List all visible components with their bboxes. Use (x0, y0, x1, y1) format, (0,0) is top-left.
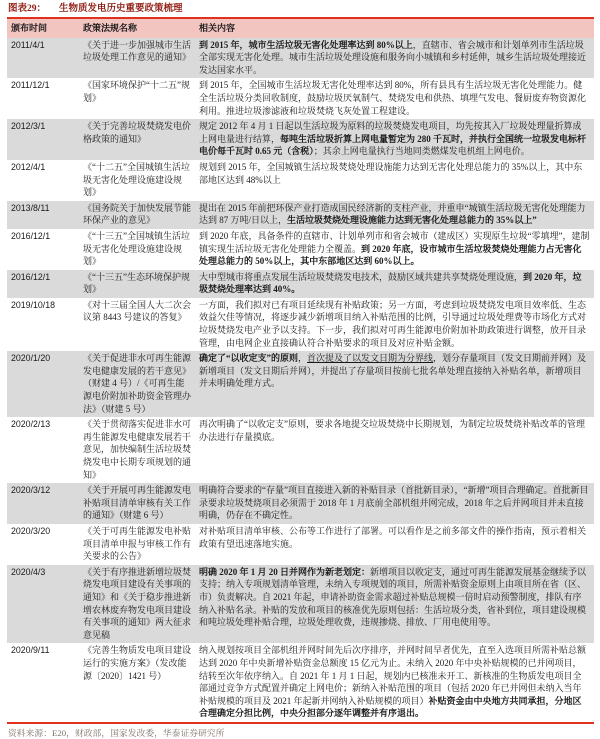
policy-date: 2020/3/12 (11, 485, 51, 496)
policy-content (195, 643, 594, 723)
policy-content (195, 351, 594, 417)
policy-name: 《关于开展可再生能源发电补贴项目清单审核有关工作的通知》（财建 6 号） (83, 485, 192, 521)
table-row (7, 78, 594, 119)
table-row (7, 270, 594, 298)
policy-date: 2011/12/1 (11, 80, 50, 91)
content-segment: 到 2020 年底，设市城市生活垃圾焚烧处理能力占无害化处理总能力的 50%以上，其中东部地区达到 60%以上。 (199, 243, 582, 267)
policy-date: 2019/10/18 (11, 299, 56, 310)
content-segment: 纳入规划按项目全部机组并网时间先后次序排序，并网时间早者优先，直至入选项目所需补贴总额达到 2020 年中央新增补贴资金总额度 15 亿元为止。未纳入 2020 年中央补贴规模的已并网项目，结转至次年依序纳入。自 2021 年 1 月 1 日起，规划内已核准未开工、新核准的生物质发电项目全部通过竞争方式配置并确定上网电价；新纳入补贴范围的项目（包括 2020 年已并网但未纳入当年补贴规模的项目及 2021 年起新并网纳入补贴规模的项目） (199, 645, 587, 706)
column-header-date: 颁布时间 (7, 19, 79, 38)
policy-name: 《关于促进非水可再生能源发电健康发展的若干意见》（财建 4 号）/《可再生能源电价附加补助资金管理办法》（财建 5 号） (83, 353, 192, 414)
column-header-name: 政策法规名称 (79, 19, 195, 38)
policy-content (195, 160, 594, 201)
policy-content (195, 38, 594, 79)
content-segment: 确定了“以收定支”的原则 (199, 353, 299, 364)
policy-table (7, 19, 594, 724)
content-segment: 大中型城市将重点发展生活垃圾焚烧发电技术，鼓励区域共建共享焚烧处理设施， (199, 271, 524, 282)
policy-content (195, 298, 594, 351)
policy-content (195, 270, 594, 298)
figure-title-bar (7, 2, 594, 17)
policy-date: 2020/4/3 (11, 566, 46, 577)
policy-name: 《国务院关于加快发展节能环保产业的意见》 (83, 202, 192, 226)
policy-name: 《对十三届全国人大二次会议第 8443 号建议的答复》 (83, 299, 192, 323)
content-segment: 补贴资金由中央地方共同承担，分地区合理确定分担比例，中央分担部分逐年调整并有序退出。 (199, 695, 582, 719)
content-segment: 明确 2020 年 1 月 20 日并网作为新老划定： (199, 566, 371, 577)
content-segment: ；其余上网电量执行当地同类燃煤发电机组上网电价。 (313, 146, 530, 157)
table-row (7, 351, 594, 417)
content-segment: 对补贴项目清单审核、公布等工作进行了部署。可以看作是之前多部文件的操作指南，预示着相关政策有望迅速落地实施。 (199, 525, 587, 549)
policy-date: 2016/12/1 (11, 230, 51, 241)
policy-date: 2020/9/11 (11, 645, 50, 656)
content-segment: 明确符合要求的“存量”项目直接进入新的补贴目录（首批新目录），“新增”项目合理确定。首批新目录要求垃圾焚烧项目必须需于 2018 年 1 月底前全部机组并网完成，2018 年之后并网项目并未直接明确，仍存在不确定性。 (199, 485, 589, 521)
content-segment: 一方面，我们拟对已有项目延续现有补贴政策；另一方面，考虑到垃圾焚烧发电项目效率低、生态效益欠佳等情况，将逐步减少新增项目纳入补贴范围的比例，引导通过垃圾处理费等市场化方式对垃圾焚烧发电产业予以支持。下一步，我们拟对可再生能源电价附加补助政策进行调整，放开目录管理，由电网企业直接确认符合补贴要求的项目及对应补贴金额。 (199, 299, 587, 348)
content-segment: 生活垃圾焚烧处理设施能力达到无害化处理总能力的 35%以上” (287, 215, 537, 226)
policy-content (195, 201, 594, 229)
table-row (7, 565, 594, 644)
policy-date: 2016/12/1 (11, 271, 51, 282)
table-row (7, 119, 594, 160)
policy-name: 《“十二五”全国城镇生活垃圾无害化处理设施建设规划》 (83, 161, 190, 198)
policy-name: 《关于可再生能源发电补贴项目清单申报与审核工作有关要求的公告》 (83, 525, 192, 562)
content-segment: 每吨生活垃圾折算上网电量暂定为 280 千瓦时，并执行全国统一垃圾发电标杆电价每千瓦时 0.65 元（含税） (199, 133, 587, 157)
table-row (7, 643, 594, 723)
table-row (7, 483, 594, 524)
policy-content (195, 229, 594, 270)
content-segment: 规划到 2015 年，全国城镇生活垃圾焚烧处理设施能力达到无害化处理总能力的 35%以上，其中东部地区达到 48%以上 (199, 161, 583, 185)
content-segment: 新增项目以收定支，通过可再生能源发展基金继续予以支持；纳入专项规划清单管理，未纳入专项规划的项目，所需补贴资金原则上由项目所在省（区、市）负责解决。自 2021 年起，申请补助资金需求超过补贴总规模一倍时启动预警制度，排队有序纳入补贴名录。补贴的发放和项目的核准优先原则包括：生活垃圾分类，省补到位，项目建设规模和吨垃圾处理补贴合理，垃圾处理收费，违规掺烧、排放、厂用电使用等。 (199, 566, 587, 628)
table-row (7, 298, 594, 351)
policy-name: 《关于有序推进新增垃圾焚烧发电项目建设有关事项的通知》和《关于稳步推进新增农林废弃物发电项目建设有关事项的通知》两大征求意见稿 (83, 566, 192, 640)
figure-title: 生物质发电历史重要政策梳理 (59, 4, 183, 14)
policy-content (195, 524, 594, 565)
content-segment: 规定 2012 年 4 月 1 日起以生活垃圾为原料的垃圾焚烧发电项目，均先按其入厂垃圾处理量折算成上网电量进行结算， (199, 121, 582, 144)
policy-table-body (7, 38, 594, 723)
policy-table-header (7, 19, 594, 38)
content-segment: ，直辖市、省会城市和计划单列市生活垃圾全部实现无害化处理。城市生活垃圾处理设施和服务向小城镇和乡村延伸，城乡生活垃圾处理接近发达国家水平。 (199, 39, 587, 75)
policy-name: 《关于完善垃圾焚烧发电价格政策的通知》 (83, 121, 192, 144)
column-header-content: 相关内容 (195, 19, 594, 38)
policy-date: 2011/4/1 (11, 39, 45, 50)
policy-name: 《关于贯彻落实促进非水可再生能源发电健康发展若干意见，加快编制生活垃圾焚烧发电中长期专项规划的通知》 (83, 419, 192, 480)
policy-content (195, 565, 594, 644)
policy-date: 2012/3/1 (11, 121, 46, 132)
content-segment: 到 2015 年，全国城市生活垃圾无害化处理率达到 80%，所有县具有生活垃圾无害化处理能力。健全生活垃圾分类回收制度，鼓励垃圾厌氧制气、焚烧发电和供热、填埋气发电、餐厨废弃物资源化利用。推进垃圾渗滤液和垃圾焚烧飞灰处置工程建设。 (199, 80, 587, 116)
policy-date: 2020/3/20 (11, 525, 51, 536)
policy-name: 《“十三五”全国城镇生活垃圾无害化处理设施建设规划》 (83, 230, 190, 267)
source-note: 资料来源：E20，财政部，国家发改委，华泰证券研究所 (8, 727, 225, 738)
table-row (7, 417, 594, 483)
policy-date: 2020/2/13 (11, 419, 51, 430)
policy-content (195, 417, 594, 483)
content-segment: 到 2015 年，城市生活垃圾无害化处理率达到 80%以上 (199, 39, 413, 50)
policy-date: 2013/8/11 (11, 202, 50, 213)
content-segment: 再次明确了“以收定支”原则，要求各地提交垃圾焚烧中长期规划，为制定垃圾焚烧补贴改革的管理办法进行存量摸底。 (199, 419, 585, 442)
policy-name: 《“十三五”生态环境保护规划》 (83, 271, 190, 295)
policy-name: 《国家环境保护“十二五”规划》 (83, 80, 190, 103)
table-row (7, 524, 594, 565)
policy-content (195, 78, 594, 119)
policy-content (195, 483, 594, 524)
content-segment: 到 2020 年，垃圾焚烧处理率达到 40%。 (199, 271, 582, 295)
content-segment: 到 2020 年底，具备条件的直辖市、计划单列市和省会城市（建成区）实现原生垃圾“零填埋”，建制镇实现生活垃圾无害化处理能力全覆盖。 (199, 230, 590, 254)
content-segment: 首次提及了以发文日期为分界线 (307, 353, 434, 364)
policy-name: 《完善生物质发电项目建设运行的实施方案》（发改能源〔2020〕1421 号） (83, 645, 192, 681)
policy-content (195, 119, 594, 160)
policy-date: 2012/4/1 (11, 161, 46, 172)
content-segment: ， (298, 353, 308, 364)
table-row (7, 201, 594, 229)
table-row (7, 160, 594, 201)
content-segment: ，划分存量项目（发文日期前并网）及新增项目（发文日期后并网），并提出了存量项目按前七批名单处理直接纳入补贴名单，新增项目并未明确处理方式。 (199, 353, 587, 389)
table-row (7, 38, 594, 79)
table-row (7, 229, 594, 270)
policy-name: 《关于进一步加强城市生活垃圾处理工作意见的通知》 (83, 39, 192, 63)
content-segment: 提出在 2015 年前把环保产业打造成国民经济新的支柱产业，并重申“城镇生活垃圾无害化处理能力达到 87 万吨/日以上， (199, 202, 586, 226)
figure-label: 图表29： (8, 4, 47, 14)
policy-date: 2020/1/20 (11, 353, 51, 364)
